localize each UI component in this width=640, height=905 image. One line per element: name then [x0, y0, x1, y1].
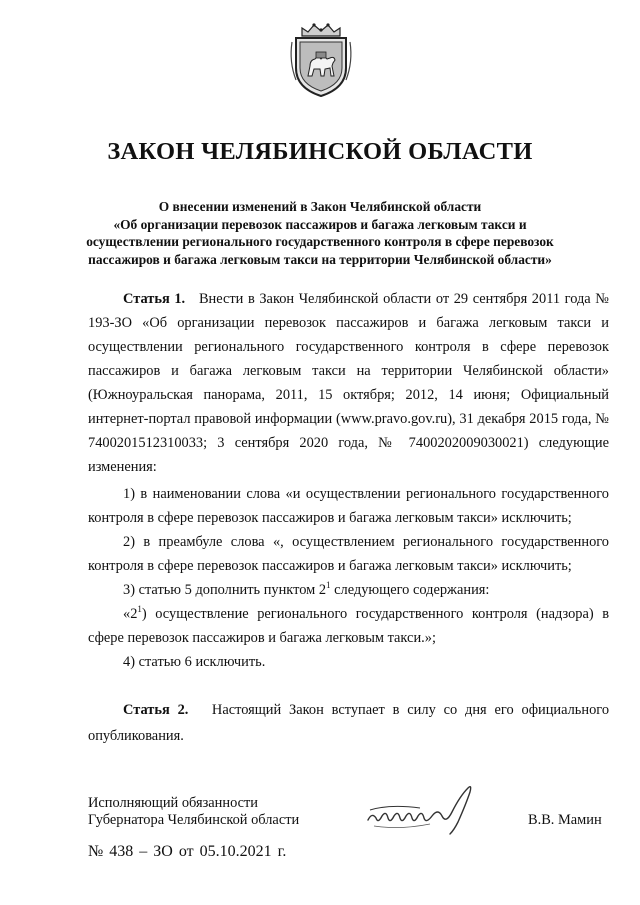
article-2-text: Настоящий Закон вступает в силу со дня его официального опубликования.: [88, 702, 610, 744]
article-1: [88, 287, 609, 479]
law-subject: [60, 198, 580, 268]
handwritten-signature: [360, 782, 490, 842]
article-2: [88, 697, 609, 749]
amendment-item-2: 2) в преамбуле слова «, осуществлением регионального государственного контроля в сфере перевозок пассажиров и багажа легковым такси» исключить;: [88, 534, 609, 574]
signatory-name: В.В. Мамин: [528, 812, 602, 828]
position-line: Исполняющий обязанности: [88, 795, 259, 811]
subject-line: О внесении изменений в Закон Челябинской области: [158, 199, 482, 214]
item-3-text-end: следующего содержания:: [330, 582, 490, 598]
position-line: Губернатора Челябинской области: [88, 812, 300, 828]
subject-line: пассажиров и багажа легковым такси на территории Челябинской области»: [88, 251, 552, 267]
amendment-item-1: 1) в наименовании слова «и осуществлении регионального государственного контроля в сфере перевозок пассажиров и багажа легковым такси» исключить;: [88, 486, 609, 526]
amendment-item-4: 4) статью 6 исключить.: [123, 654, 266, 670]
superscript: 1: [326, 580, 331, 591]
subject-line: осуществлении регионального государственного контроля в сфере перевозок: [86, 234, 554, 249]
superscript: 1: [137, 604, 142, 615]
amendment-quote: [88, 602, 609, 650]
article-1-label: Статья 1.: [123, 291, 186, 307]
quote-text: ) осуществление регионального государственного контроля (надзора) в сфере перевозок пассажиров и багажа легковым такси.»;: [88, 606, 609, 646]
amendment-list: [88, 482, 609, 674]
amendment-item-3: [88, 578, 609, 602]
coat-of-arms-icon: [288, 22, 354, 100]
quote-text-start: «2: [123, 606, 138, 622]
item-3-text: 3) статью 5 дополнить пунктом 2: [123, 582, 327, 598]
law-title: ЗАКОН ЧЕЛЯБИНСКОЙ ОБЛАСТИ: [107, 138, 533, 165]
article-2-label: Статья 2.: [123, 702, 189, 718]
article-1-text: Внести в Закон Челябинской области от 29 сентября 2011 года № 193-ЗО «Об организации перевозок пассажиров и багажа легковым такси и осуществлении регионального государственного контроля в сфере перевозок пассажиров и багажа легковым такси на территории Челябинской области» (Южноуральская панорама, 2011, 15 октября; 2012, 14 июня; Официальный интернет-портал правовой информации (www.pravo.gov.ru), 31 декабря 2015 года, № 7400201512310033; 3 сентября 2020 года, № 7400202009030021) следующие изменения:: [88, 291, 610, 475]
law-number-date: № 438 – ЗО от 05.10.2021 г.: [88, 843, 287, 860]
signatory-position: [88, 795, 299, 829]
subject-line: «Об организации перевозок пассажиров и багажа легковым такси и: [113, 216, 527, 232]
